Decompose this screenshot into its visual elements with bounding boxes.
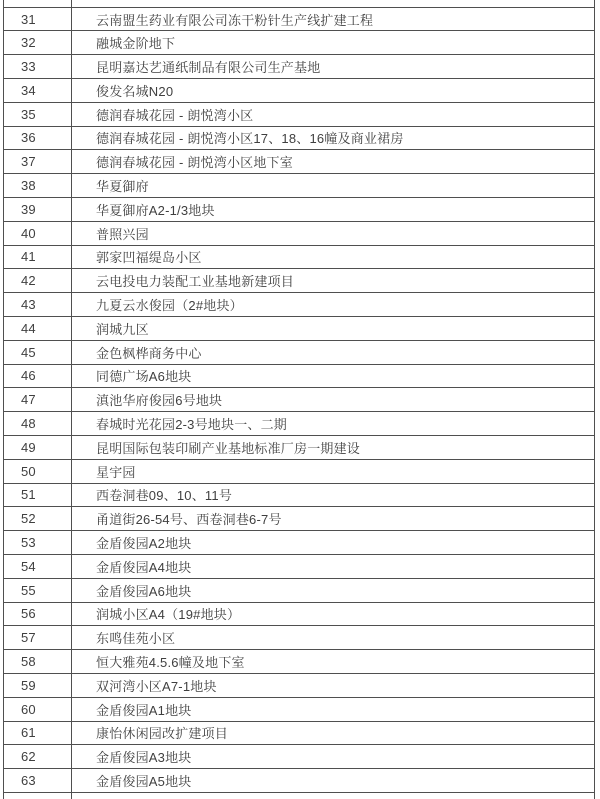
- project-name-cell: 德润春城花园 - 朗悦湾小区17、18、16幢及商业裙房: [96, 131, 404, 147]
- table-row: [4, 698, 594, 722]
- table-row: [4, 484, 594, 508]
- row-number-cell: 52: [4, 507, 72, 530]
- project-name-cell: 东鸣佳苑小区: [96, 631, 176, 647]
- table-row: [4, 293, 594, 317]
- table-row: [4, 436, 594, 460]
- row-number-cell: 45: [4, 341, 72, 364]
- row-number-cell: 44: [4, 317, 72, 340]
- table-row: [4, 127, 594, 151]
- row-number-cell: 58: [4, 650, 72, 673]
- row-number-cell: 32: [4, 31, 72, 54]
- table-row: [4, 507, 594, 531]
- row-number-cell: 43: [4, 293, 72, 316]
- row-number-cell: 36: [4, 127, 72, 150]
- table-row: [4, 388, 594, 412]
- row-number-cell: 55: [4, 579, 72, 602]
- project-name-cell: 金盾俊园A2地块: [96, 536, 192, 552]
- project-name-cell: 融城金阶地下: [96, 36, 176, 52]
- project-name-cell: [72, 793, 594, 799]
- project-name-cell: 华夏御府A2-1/3地块: [96, 202, 215, 218]
- project-name-cell: 普照兴园: [96, 226, 149, 242]
- row-number-cell: 31: [4, 8, 72, 31]
- row-number-cell: 50: [4, 460, 72, 483]
- project-name-cell: 郭家凹福缇岛小区: [96, 250, 202, 266]
- project-name-cell: 恒大雅苑4.5.6幢及地下室: [96, 655, 245, 671]
- table-body: [4, 8, 594, 793]
- table-row: [4, 460, 594, 484]
- table-row: [4, 603, 594, 627]
- project-name-cell: 华夏御府: [96, 179, 149, 195]
- project-name-cell: 昆明国际包装印刷产业基地标准厂房一期建设: [96, 440, 361, 456]
- project-name-cell: 昆明嘉达艺通纸制品有限公司生产基地: [96, 60, 321, 76]
- project-name-cell: 西卷洞巷09、10、11号: [96, 488, 233, 504]
- projects-table: [3, 0, 595, 799]
- row-number-cell: 37: [4, 150, 72, 173]
- row-number-cell: 62: [4, 745, 72, 768]
- project-name-cell: 金盾俊园A6地块: [96, 583, 192, 599]
- table-row: [4, 103, 594, 127]
- row-number-cell: 59: [4, 674, 72, 697]
- table-row: [4, 222, 594, 246]
- row-number-cell: [4, 0, 72, 7]
- table-row: [4, 365, 594, 389]
- project-name-cell: 金盾俊园A5地块: [96, 774, 192, 789]
- row-number-cell: 60: [4, 698, 72, 721]
- table-row: [4, 650, 594, 674]
- project-name-cell: 康怡休闲园改扩建项目: [96, 726, 229, 742]
- table-row: [4, 79, 594, 103]
- row-number-cell: 39: [4, 198, 72, 221]
- table-row: [4, 341, 594, 365]
- row-number-cell: 54: [4, 555, 72, 578]
- project-name-cell: 润城小区A4（19#地块）: [96, 607, 241, 623]
- table-row: [4, 198, 594, 222]
- table-row: [4, 317, 594, 341]
- table-row: [4, 674, 594, 698]
- project-name-cell: 润城九区: [96, 321, 149, 337]
- row-number-cell: 56: [4, 603, 72, 626]
- row-number-cell: 38: [4, 174, 72, 197]
- table-row: [4, 174, 594, 198]
- table-row: [4, 555, 594, 579]
- table-row: [4, 579, 594, 603]
- table-row: [4, 745, 594, 769]
- project-name-cell: 云南盟生药业有限公司冻干粉针生产线扩建工程: [96, 12, 374, 28]
- project-name-cell: 金盾俊园A1地块: [96, 702, 192, 718]
- row-number-cell: 51: [4, 484, 72, 507]
- row-number-cell: 42: [4, 269, 72, 292]
- project-name-cell: 德润春城花园 - 朗悦湾小区: [96, 107, 254, 123]
- row-number-cell: [4, 793, 72, 799]
- project-name-cell: 甬道街26-54号、西卷洞巷6-7号: [96, 512, 282, 528]
- partial-row-top: [4, 0, 594, 8]
- project-name-cell: 金色枫桦商务中心: [96, 345, 202, 361]
- table-row: [4, 150, 594, 174]
- table-row: [4, 769, 594, 793]
- project-name-cell: 九夏云水俊园（2#地块）: [96, 298, 243, 314]
- table-row: [4, 269, 594, 293]
- row-number-cell: 48: [4, 412, 72, 435]
- table-row: [4, 8, 594, 32]
- row-number-cell: 63: [4, 769, 72, 792]
- project-name-cell: 滇池华府俊园6号地块: [96, 393, 223, 409]
- table-row: [4, 31, 594, 55]
- table-row: [4, 722, 594, 746]
- project-name-cell: [72, 0, 594, 7]
- project-name-cell: 俊发名城N20: [96, 83, 174, 99]
- row-number-cell: 35: [4, 103, 72, 126]
- row-number-cell: 47: [4, 388, 72, 411]
- project-name-cell: 星宇园: [96, 464, 136, 480]
- project-name-cell: 同德广场A6地块: [96, 369, 192, 385]
- row-number-cell: 53: [4, 531, 72, 554]
- project-name-cell: 云电投电力装配工业基地新建项目: [96, 274, 295, 290]
- table-row: [4, 246, 594, 270]
- row-number-cell: 61: [4, 722, 72, 745]
- table-row: [4, 55, 594, 79]
- partial-row-bottom: [4, 793, 594, 799]
- project-name-cell: 德润春城花园 - 朗悦湾小区地下室: [96, 155, 293, 171]
- project-name-cell: 春城时光花园2-3号地块一、二期: [96, 417, 287, 433]
- table-row: [4, 412, 594, 436]
- row-number-cell: 57: [4, 626, 72, 649]
- table-row: [4, 626, 594, 650]
- table-row: [4, 531, 594, 555]
- row-number-cell: 34: [4, 79, 72, 102]
- project-name-cell: 双河湾小区A7-1地块: [96, 678, 217, 694]
- row-number-cell: 41: [4, 246, 72, 269]
- row-number-cell: 33: [4, 55, 72, 78]
- row-number-cell: 46: [4, 365, 72, 388]
- row-number-cell: 49: [4, 436, 72, 459]
- row-number-cell: 40: [4, 222, 72, 245]
- project-name-cell: 金盾俊园A3地块: [96, 750, 192, 766]
- project-name-cell: 金盾俊园A4地块: [96, 559, 192, 575]
